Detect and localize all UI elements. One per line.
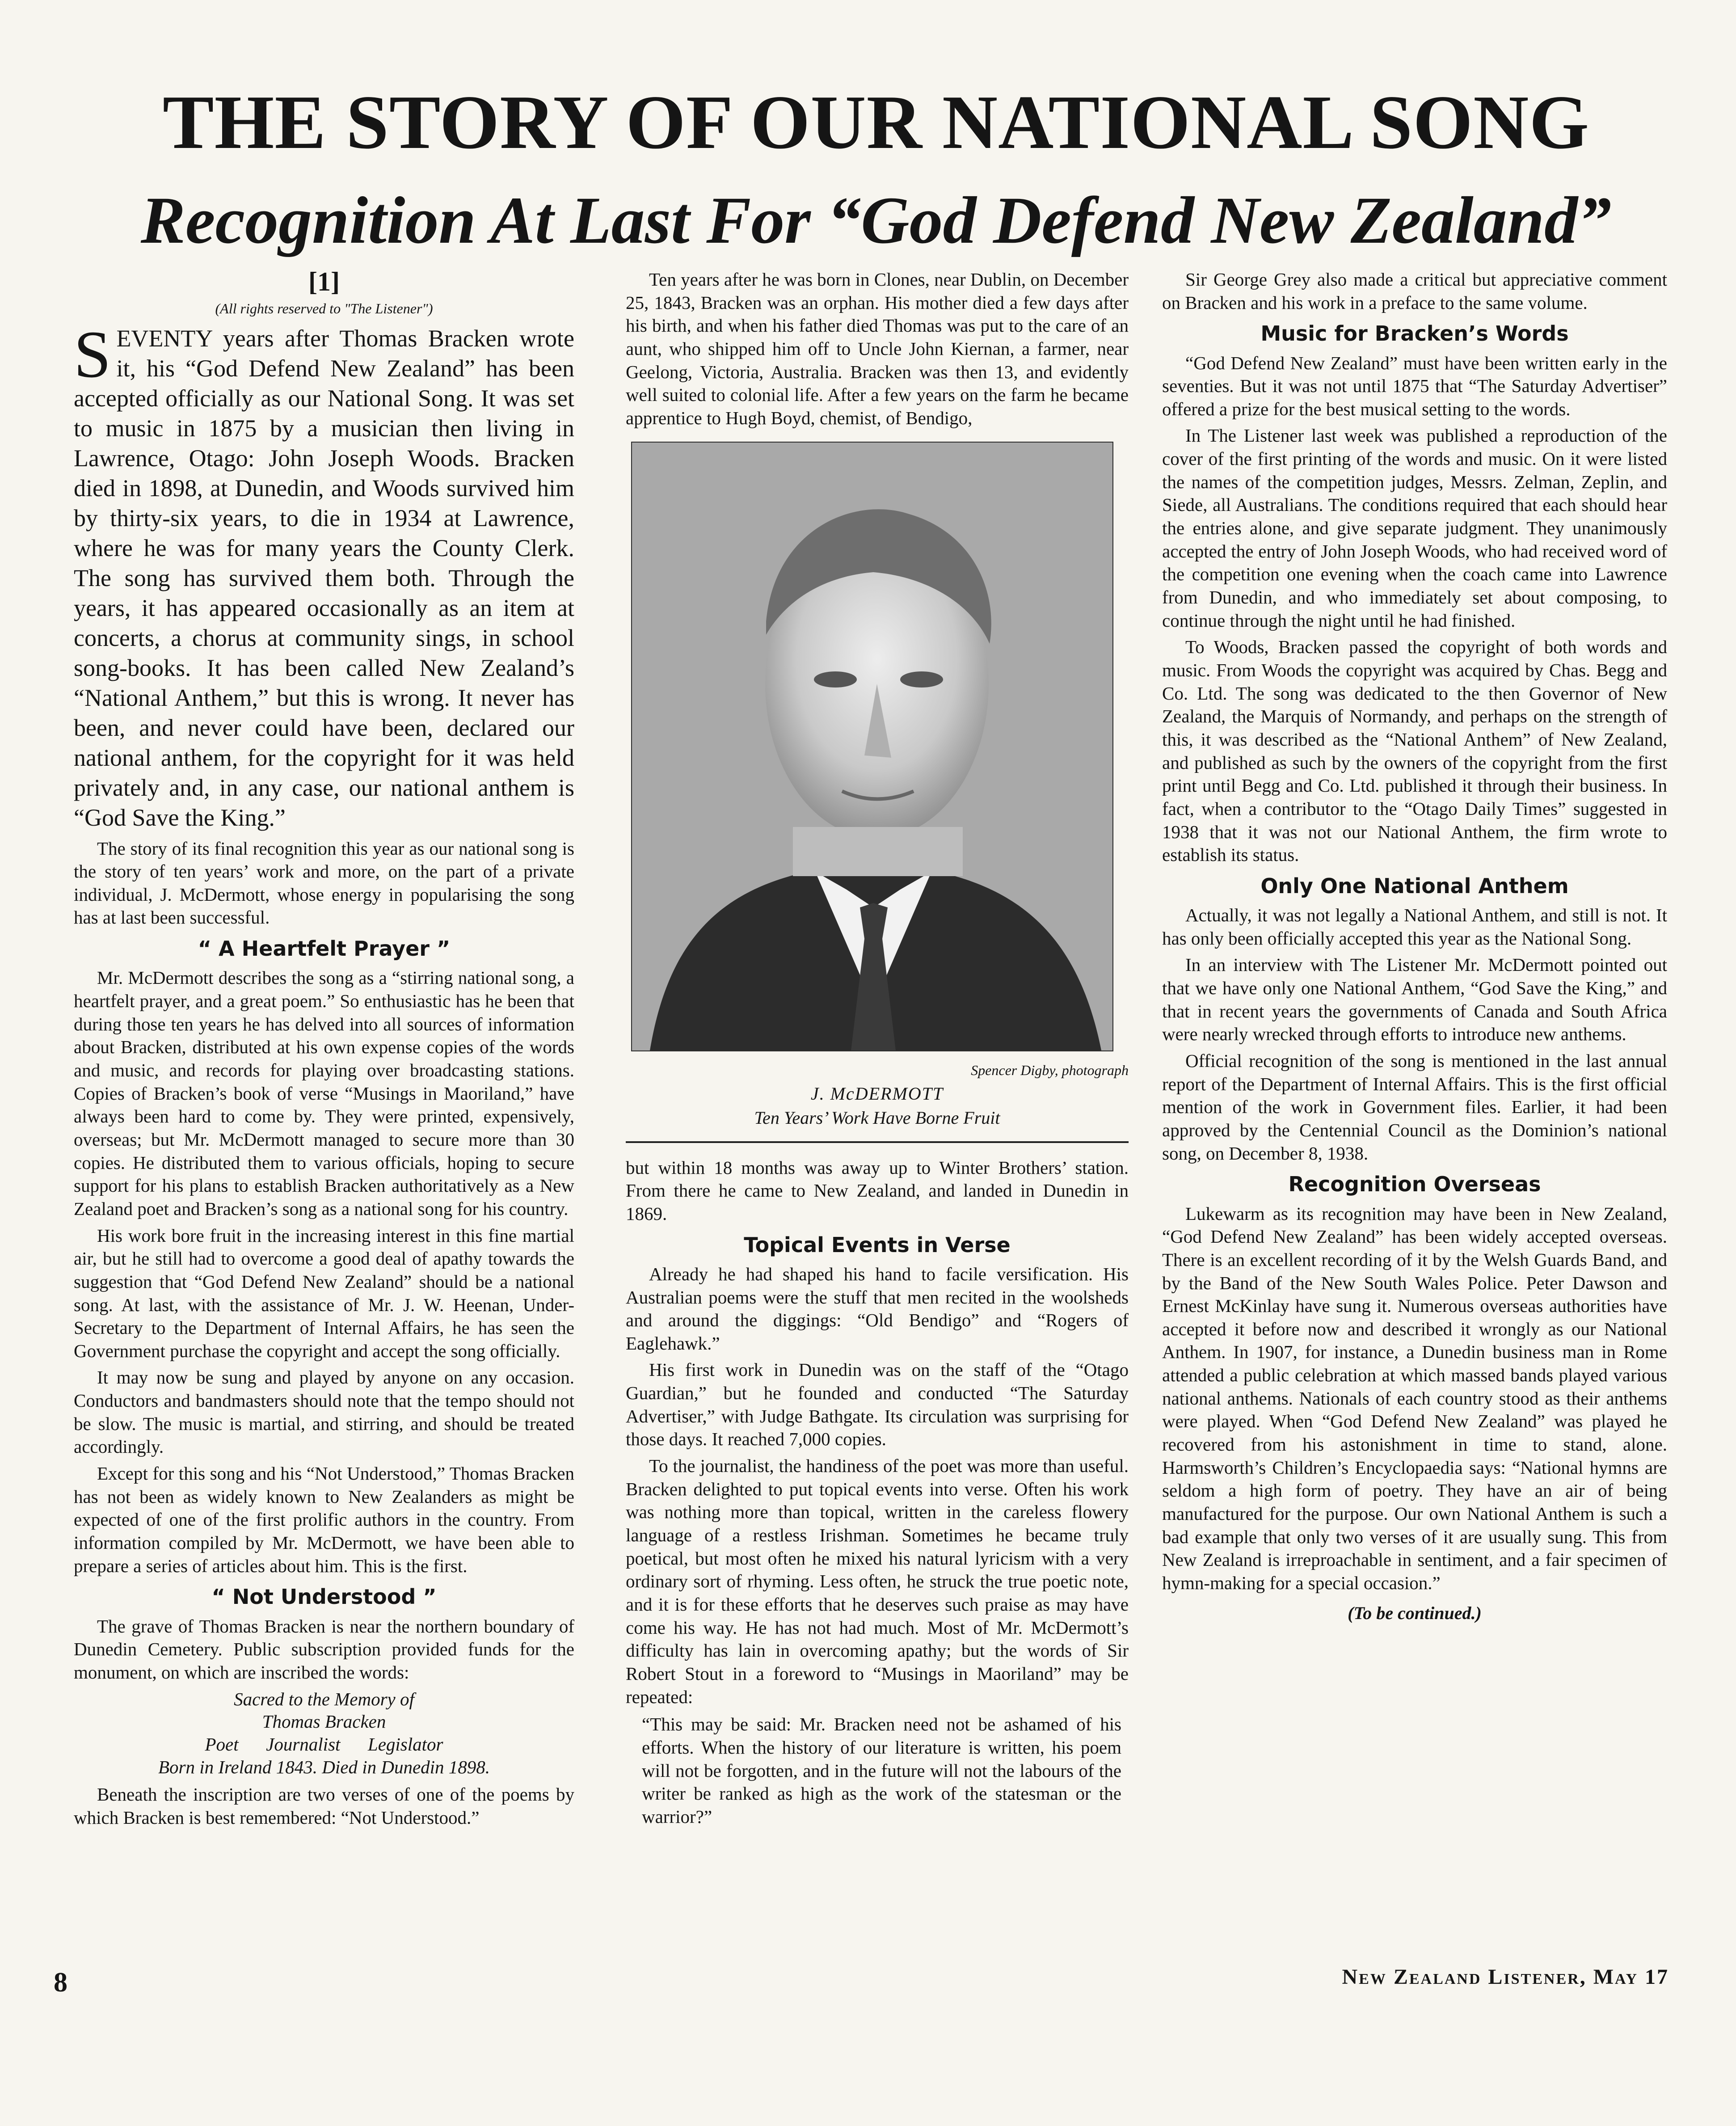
portrait-illustration bbox=[632, 443, 1112, 1050]
paragraph: Mr. McDermott describes the song as a “stirring national song, a heartfelt prayer, and a great poem.” So enthusiastic has he been that during those ten years he has delved into all sources of information about Bracken, distributed at his own expense copies of the words and music, and records for playing over broadcasting stations. Copies of Bracken’s book of verse “Musings in Maoriland,” have always been hard to come by. They were printed, expensively, overseas; but Mr. McDermott managed to secure more than 30 copies. He distributed them to various officials, hoping to secure support for his plans to establish Bracken authoritatively as a New Zealand poet and Bracken’s song as a national song for his country. bbox=[74, 967, 574, 1219]
section-heading: Topical Events in Verse bbox=[744, 1232, 1011, 1257]
section-heading: “ Not Understood ” bbox=[211, 1585, 437, 1609]
caption-name: J. McDERMOTT bbox=[810, 1083, 944, 1104]
caption-text: Ten Years’ Work Have Borne Fruit bbox=[754, 1108, 1000, 1128]
paragraph: It may now be sung and played by anyone on any occasion. Conductors and bandmasters should note that the tempo should not be slow. The music is martial, and stirring, and should be treated accordingly. bbox=[74, 1367, 574, 1457]
section-heading: Music for Bracken’s Words bbox=[1260, 321, 1569, 346]
inscription-line: Poet Journalist Legislator bbox=[205, 1734, 443, 1755]
block-quote: “This may be said: Mr. Bracken need not be ashamed of his efforts. When the history of our literature is written, his poem will not be forgotten, and in the future will not the labours of the writer be ranked as high as the work of the statesman or the warrior?” bbox=[642, 1714, 1121, 1827]
paragraph: In The Listener last week was published a reproduction of the cover of the first printing of the words and music. On it were listed the names of the competition judges, Messrs. Zelman, Zeplin, and Siede, all Australians. The conditions required that each should hear the entries alone, and give separate judgment. They unanimously accepted the entry of John Joseph Woods, who had received word of the competition one evening when the coach came into Lawrence from Dunedin, and who immediately set about composing, to continue through the night until he had finished. bbox=[1162, 425, 1667, 631]
page-number: 8 bbox=[54, 1967, 67, 1998]
lead-text: EVENTY years after Thomas Bracken wrote it, his “God Defend New Zealand” has been accepted officially as our National Song. It was set to music in 1875 by a musician then living in Lawrence, Otago: John Joseph Woods. Bracken died in 1898, at Dunedin, and Woods survived him by thirty-six years, to die in 1934 at Lawrence, where he was for many years the County Clerk. The song has survived them both. Through the years, it has appeared occasionally as an item at concerts, a chorus at community sings, in school song-books. It has been called New Zealand’s “National Anthem,” but this is wrong. It never has been, and never could have been, declared our national anthem, for the copyright for it was held privately and, in any case, our national anthem is “God Save the King.” bbox=[74, 325, 574, 831]
paragraph: but within 18 months was away up to Winter Brothers’ station. From there he came to New Zealand, and landed in Dunedin in 1869. bbox=[626, 1157, 1129, 1224]
photo-credit: Spencer Digby, photograph bbox=[971, 1062, 1129, 1078]
subheadline: Recognition At Last For “God Defend New Zealand” bbox=[140, 183, 1612, 257]
rights-notice: (All rights reserved to "The Listener") bbox=[215, 300, 433, 316]
inscription-line: Sacred to the Memory of bbox=[234, 1688, 414, 1709]
paragraph: Sir George Grey also made a critical but appreciative comment on Bracken and his work in a preface to the same volume. bbox=[1162, 269, 1667, 313]
paragraph: “God Defend New Zealand” must have been written early in the seventies. But it was not until 1875 that “The Saturday Advertiser” offered a prize for the best musical setting to the words. bbox=[1162, 352, 1667, 419]
section-heading: “ A Heartfelt Prayer ” bbox=[198, 936, 451, 961]
lead-paragraph bbox=[74, 317, 574, 832]
inscription-line: Thomas Bracken bbox=[262, 1711, 386, 1732]
paragraph: His first work in Dunedin was on the staff of the “Otago Guardian,” but he founded and conducted “The Saturday Advertiser,” with Judge Bathgate. Its circulation was surprising for those days. It reached 7,000 copies. bbox=[626, 1359, 1129, 1450]
column-2 bbox=[626, 268, 1129, 1833]
paragraph: Except for this song and his “Not Understood,” Thomas Bracken has not been as widely known to New Zealanders as might be expected of one of the first prolific authors in the country. From information compiled by Mr. McDermott, we have been able to prepare a series of articles about him. This is the first. bbox=[74, 1463, 574, 1576]
paragraph: In an interview with The Listener Mr. McDermott pointed out that we have only one National Anthem, “God Save the King,” and that in recent years the governments of Canada and South Africa were nearly wrecked through efforts to introduce new anthems. bbox=[1162, 954, 1667, 1045]
paragraph: To the journalist, the handiness of the poet was more than useful. Bracken delighted to put topical events into verse. Often his work was nothing more than topical, written in the careless flowery language of a restless Irishman. Sometimes he became truly poetical, but most often he mixed his natural lyricism with a very ordinary sort of rhyming. Less often, he struck the true poetic note, and it is for these efforts that he deserves such praise as may have come his way. He has not had much. Most of Mr. McDermott’s difficulty has lain in overcoming apathy; but the words of Sir Robert Stout in a foreword to “Musings in Maoriland” may be repeated: bbox=[626, 1455, 1129, 1707]
drop-cap: S bbox=[74, 317, 111, 392]
inscription-line: Born in Ireland 1843. Died in Dunedin 1898. bbox=[158, 1757, 490, 1778]
part-number: [1] bbox=[308, 267, 340, 296]
column-1 bbox=[74, 268, 574, 1833]
paragraph: Beneath the inscription are two verses of one of the poems by which Bracken is best remembered: “Not Understood.” bbox=[74, 1784, 574, 1828]
paragraph: The story of its final recognition this year as our national song is the story of ten years’ work and more, on the part of a private individual, J. McDermott, whose energy in popularising the song has at last been successful. bbox=[74, 838, 574, 928]
publication-footer: New Zealand Listener, May 17 bbox=[1342, 1965, 1669, 1989]
paragraph: The grave of Thomas Bracken is near the northern boundary of Dunedin Cemetery. Public subscription provided funds for the monument, on which are inscribed the words: bbox=[74, 1616, 574, 1683]
paragraph: Ten years after he was born in Clones, near Dublin, on December 25, 1843, Bracken was an orphan. His mother died a few days after his birth, and when his father died Thomas was put to the care of an aunt, who shipped him off to Uncle John Kiernan, a farmer, near Geelong, Victoria, Australia. Bracken was then 13, and evidently well suited to colonial life. After a few years on the farm he became apprentice to Hugh Boyd, chemist, of Bendigo, bbox=[626, 269, 1129, 428]
column-3 bbox=[1162, 268, 1667, 1624]
paragraph: His work bore fruit in the increasing interest in this fine martial air, but he still had to overcome a good deal of apathy towards the suggestion that “God Defend New Zealand” should be a national song. At last, with the assistance of Mr. J. W. Heenan, Under-Secretary to the Department of Internal Affairs, he has seen the Government purchase the copyright and accept the song officially. bbox=[74, 1225, 574, 1361]
section-heading: Recognition Overseas bbox=[1288, 1172, 1541, 1197]
paragraph: To Woods, Bracken passed the copyright of both words and music. From Woods the copyright was acquired by Chas. Begg and Co. Ltd. The song was dedicated to the then Governor of New Zealand, the Marquis of Normandy, and perhaps on the strength of this, it was described as the “National Anthem” of New Zealand, and published as such by the owners of the copyright from the first print until Begg and Co. Ltd. published it through their business. In fact, when a contributor to the “Otago Daily Times” suggested in 1938 that it was not our National Anthem, the firm wrote to establish its status. bbox=[1162, 637, 1667, 865]
paragraph: Already he had shaped his hand to facile versification. His Australian poems were the stuff that men recited in the woolsheds and around the diggings: “Old Bendigo” and “Rogers of Eaglehawk.” bbox=[626, 1263, 1129, 1354]
section-heading: Only One National Anthem bbox=[1260, 873, 1569, 898]
paragraph: Lukewarm as its recognition may have been in New Zealand, “God Defend New Zealand” has been widely accepted overseas. There is an excellent recording of it by the Welsh Guards Band, and by the Band of the New South Wales Police. Peter Dawson and Ernest McKinlay have sung it. Numerous overseas authorities have accepted it before now and described it wrongly as our National Anthem. In 1907, for instance, a Dunedin business man in Rome attended a public celebration at which massed bands played various national anthems. Nationals of each country stood as their anthems were played. When “God Defend New Zealand” was played he recovered from his astonishment in time to stand, alone. Harmsworth’s Children’s Encyclopaedia says: “National hymns are seldom a high form of poetry. They have an air of being manufactured for the purpose. Our own National Anthem is such a bad example that only two verses of it are usually sung. This from New Zealand is irreproachable in sentiment, and a fair specimen of hymn-making for a special occasion.” bbox=[1162, 1203, 1667, 1594]
paragraph: Official recognition of the song is mentioned in the last annual report of the Department of Internal Affairs. This is the first official mention of the work in Government files. Earlier, it had been approved by the Centennial Council as the Dominion’s national song, on December 8, 1938. bbox=[1162, 1050, 1667, 1164]
monument-inscription bbox=[74, 1688, 574, 1779]
paragraph: Actually, it was not legally a National Anthem, and still is not. It has only been officially accepted this year as the National Song. bbox=[1162, 905, 1667, 949]
headline: THE STORY OF OUR NATIONAL SONG bbox=[162, 80, 1590, 165]
divider bbox=[626, 1141, 1129, 1143]
continued-note: (To be continued.) bbox=[1348, 1603, 1482, 1623]
portrait-photo bbox=[631, 442, 1113, 1051]
